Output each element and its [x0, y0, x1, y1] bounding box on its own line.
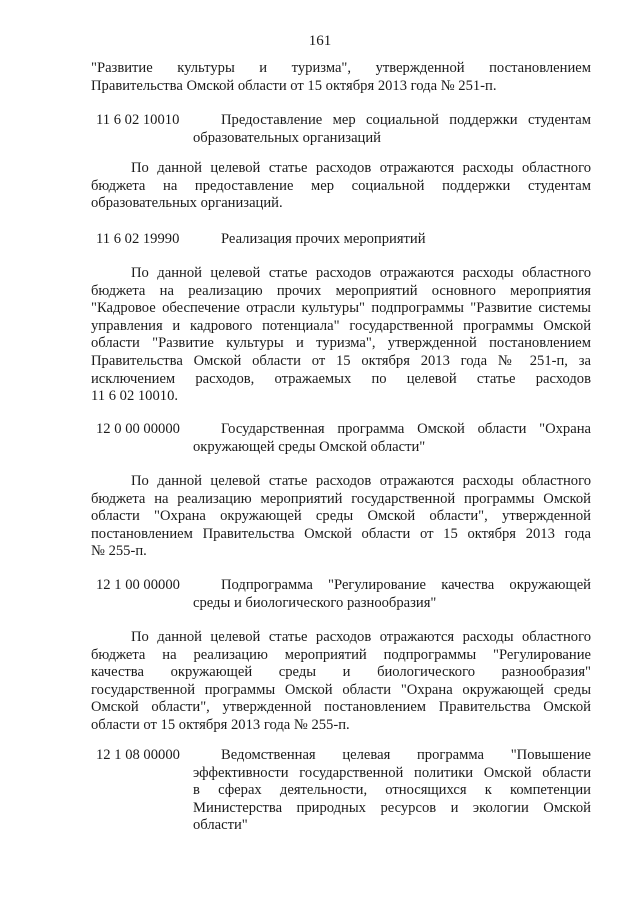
- heading-line: Предоставление мер социальной поддержки студентам: [221, 112, 591, 128]
- text-line: области "Развитие культуры и туризма", утвержденной постановлением: [91, 335, 591, 352]
- text-line: По данной целевой статье расходов отражаются расходы областного: [131, 160, 591, 176]
- heading-line: Реализация прочих мероприятий: [221, 231, 426, 247]
- text-line: "Развитие культуры и туризма", утвержденной постановлением: [91, 60, 591, 76]
- section-heading: [193, 112, 591, 147]
- heading-line: Подпрограмма "Регулирование качества окружающей: [221, 577, 591, 593]
- section-body: [91, 629, 591, 735]
- text-line: государственной программы Омской области "Охрана окружающей среды: [91, 681, 591, 698]
- heading-line: окружающей среды Омской области": [193, 438, 426, 455]
- text-line: "Кадровое обеспечение отрасли культуры" подпрограммы "Развитие системы: [91, 300, 591, 317]
- text-line: исключением расходов, отражаемых по целевой статье расходов: [91, 370, 591, 387]
- page-number: 161: [308, 33, 332, 49]
- text-line: образовательных организаций.: [91, 195, 283, 212]
- text-line: Правительства Омской области от 15 октября 2013 года № 251-п, за: [91, 352, 591, 369]
- text-line: постановлением Правительства Омской области от 15 октября 2013 года: [91, 525, 591, 542]
- section-heading: [193, 747, 591, 835]
- section-body: [91, 473, 591, 561]
- heading-line: Министерства природных ресурсов и экологии Омской: [193, 799, 591, 816]
- heading-line: в сферах деятельности, относящихся к компетенции: [193, 782, 591, 799]
- section-heading: [193, 577, 591, 612]
- section-heading: [193, 421, 591, 456]
- text-line: бюджета на реализацию мероприятий государственной программы Омской: [91, 490, 591, 507]
- section-body: [91, 265, 591, 406]
- text-line: управления и кадрового потенциала" государственной программы Омской: [91, 317, 591, 334]
- heading-line: Ведомственная целевая программа "Повышение: [221, 747, 591, 763]
- section-body: [91, 160, 591, 213]
- heading-line: образовательных организаций: [193, 129, 381, 146]
- text-line: По данной целевой статье расходов отражаются расходы областного: [131, 629, 591, 645]
- heading-line: области": [193, 817, 248, 834]
- text-line: области "Охрана окружающей среды Омской области", утвержденной: [91, 508, 591, 525]
- section-heading: [221, 231, 591, 249]
- text-line: По данной целевой статье расходов отражаются расходы областного: [131, 473, 591, 489]
- text-line: Правительства Омской области от 15 октября 2013 года № 251-п.: [91, 77, 497, 94]
- section-code: 11 6 02 10010: [96, 112, 180, 128]
- text-line: бюджета на реализацию прочих мероприятий основного мероприятия: [91, 282, 591, 299]
- section-code: 12 1 08 00000: [96, 747, 180, 763]
- text-line: 11 6 02 10010.: [91, 388, 179, 405]
- section-code: 12 0 00 00000: [96, 421, 180, 437]
- text-line: качества окружающей среды и биологического разнообразия": [91, 664, 591, 681]
- heading-line: Государственная программа Омской области "Охрана: [221, 421, 591, 437]
- text-line: бюджета на предоставление мер социальной поддержки студентам: [91, 177, 591, 194]
- text-line: № 255-п.: [91, 543, 147, 560]
- heading-line: эффективности государственной политики Омской области: [193, 764, 591, 781]
- section-code: 11 6 02 19990: [96, 231, 180, 247]
- text-line: По данной целевой статье расходов отражаются расходы областного: [131, 265, 591, 281]
- section-code: 12 1 00 00000: [96, 577, 180, 593]
- text-line: области от 15 октября 2013 года № 255-п.: [91, 716, 350, 733]
- heading-line: среды и биологического разнообразия": [193, 594, 437, 611]
- intro-paragraph: [91, 60, 591, 95]
- text-line: Омской области", утвержденной постановлением Правительства Омской: [91, 699, 591, 716]
- text-line: бюджета на реализацию мероприятий подпрограммы "Регулирование: [91, 646, 591, 663]
